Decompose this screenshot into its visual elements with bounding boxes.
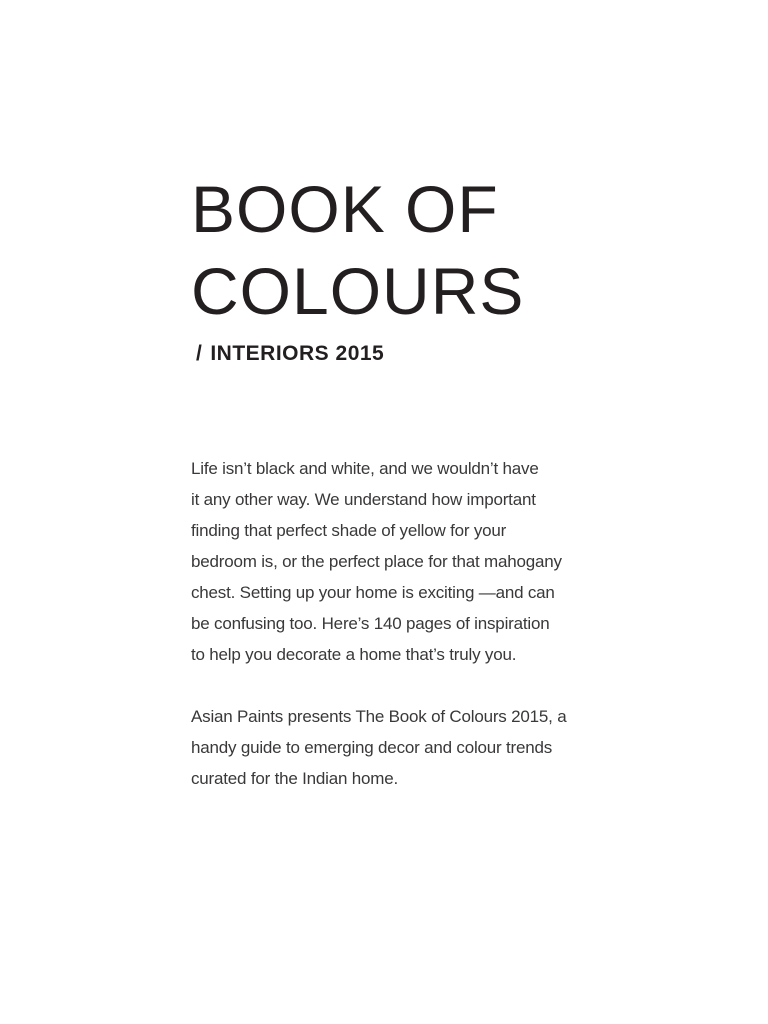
paragraph-line: Life isn’t black and white, and we wouldn’t have <box>191 459 539 478</box>
paragraph-line: bedroom is, or the perfect place for that mahogany <box>191 552 562 571</box>
paragraph-line: handy guide to emerging decor and colour trends <box>191 738 553 757</box>
title-line-1: BOOK OF <box>191 172 499 246</box>
subtitle <box>196 340 384 368</box>
paragraph-line: to help you decorate a home that’s truly you. <box>191 645 517 664</box>
paragraph-line: finding that perfect shade of yellow for your <box>191 521 507 540</box>
paragraph-line: it any other way. We understand how important <box>191 490 536 509</box>
paragraph-line: Asian Paints presents The Book of Colours 2015, a <box>191 707 567 726</box>
subtitle-slash: / <box>196 342 203 365</box>
page-title <box>191 168 611 332</box>
paragraph-line: chest. Setting up your home is exciting —and can <box>191 583 555 602</box>
paragraph-line: curated for the Indian home. <box>191 769 399 788</box>
presentation-paragraph <box>191 701 591 794</box>
title-line-2: COLOURS <box>191 254 525 328</box>
intro-paragraph <box>191 453 591 670</box>
paragraph-line: be confusing too. Here’s 140 pages of inspiration <box>191 614 550 633</box>
subtitle-text: INTERIORS 2015 <box>210 342 385 365</box>
